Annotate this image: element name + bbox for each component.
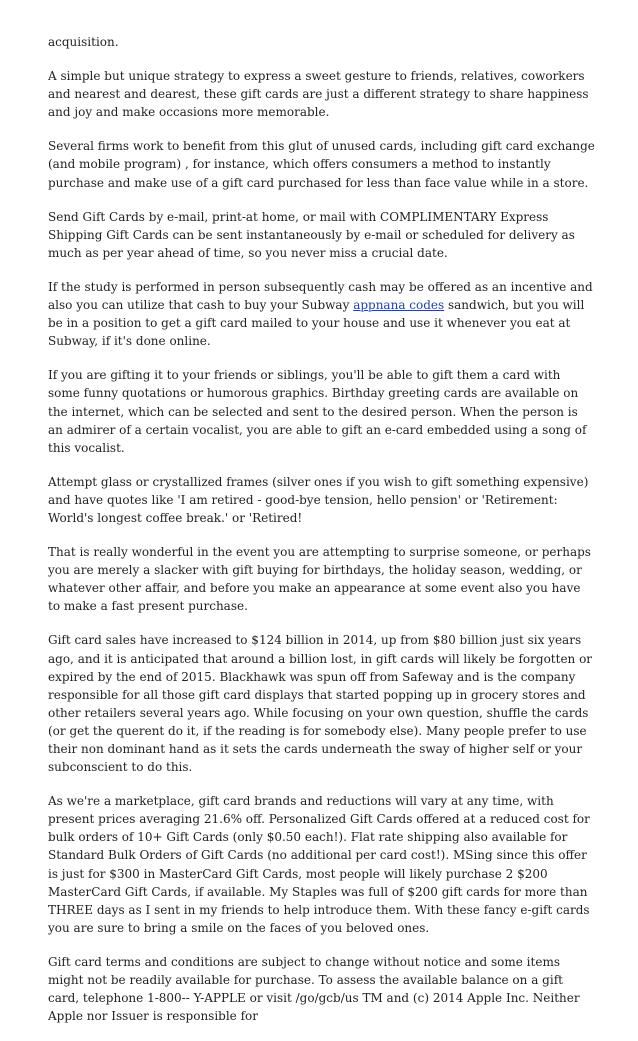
paragraph-send-gift-cards: Send Gift Cards by e-mail, print-at home, or mail with COMPLIMENTARY Express Shipping Gift Cards can be sent instantaneously by e-mail or scheduled for delivery as much as per year ahead of time, so you never miss a crucial date. — [48, 209, 575, 260]
document-body — [48, 33, 596, 1041]
paragraph-subway — [48, 278, 596, 350]
paragraph-terms: Gift card terms and conditions are subject to change without notice and some items might not be readily available for purchase. To assess the available balance on a gift card, telephone 1-800-- Y-APPLE or visit /go/gcb/us TM and (c) 2014 Apple Inc. Neither Apple nor Issuer is responsible for — [48, 954, 580, 1024]
paragraph-simple-strategy: A simple but unique strategy to express a sweet gesture to friends, relatives, coworkers and nearest and dearest, these gift cards are just a different strategy to share happiness and joy and make occasions more memorable. — [48, 69, 589, 120]
paragraph-continuation: acquisition. — [48, 35, 119, 49]
paragraph-several-firms: Several firms work to benefit from this glut of unused cards, including gift card exchange (and mobile program) , for instance, which offers consumers a method to instantly purchase and make use of a gift card purchased for less than face value while in a store. — [48, 139, 595, 190]
paragraph-subway-text-after: sandwich, but you will be in a position to get a gift card mailed to your house and use it whenever you eat at Subway, if it's done online. — [48, 298, 585, 349]
paragraph-gifting-friends: If you are gifting it to your friends or siblings, you'll be able to gift them a card with some funny quotations or humorous graphics. Birthday greeting cards are available on the internet, which can be selected and sent to the desired person. When the person is an admirer of a certain vocalist, you are able to gift an e-card embedded using a song of this vocalist. — [48, 368, 587, 455]
paragraph-gift-card-sales: Gift card sales have increased to $124 billion in 2014, up from $80 billion just six years ago, and it is anticipated that around a billion lost, in gift cards will likely be forgotten or expired by the end of 2015. Blackhawk was spun off from Safeway and is the company responsible for all those gift card displays that started popping up in grocery stores and other retailers several years ago. While focusing on your own question, shuffle the cards (or get the querent do it, if the reading is for somebody else). Many people prefer to use their non dominant hand as it sets the cards underneath the sway of higher self or your subconscient to do this. — [48, 633, 593, 775]
paragraph-glass-frames: Attempt glass or crystallized frames (silver ones if you wish to gift something expensive) and have quotes like 'I am retired - good-bye tension, hello pension' or 'Retirement: World's longest coffee break.' or 'Retired! — [48, 474, 589, 525]
paragraph-marketplace: As we're a marketplace, gift card brands and reductions will vary at any time, with present prices averaging 21.6% off. Personalized Gift Cards offered at a reduced cost for bulk orders of 10+ Gift Cards (only $0.50 each!). Flat rate shipping also available for Standard Bulk Orders of Gift Cards (no additional per card cost!). MSing since this offer is just for $300 in MasterCard Gift Cards, most people will likely purchase 2 $200 MasterCard Gift Cards, if available. My Staples was full of $200 gift cards for more than THREE days as I sent in my friends to help introduce them. With these fancy e-gift cards you are sure to bring a smile on the faces of you beloved ones. — [48, 794, 590, 935]
paragraph-subway-text-before: If the study is performed in person subsequently cash may be offered as an incentive and also you can utilize that cash to buy your Subway — [48, 279, 593, 313]
paragraph-surprise: That is really wonderful in the event you are attempting to surprise someone, or perhaps you are merely a slacker with gift buying for birthdays, the holiday season, wedding, or whatever other affair, and before you make an appearance at some event also you have to make a fast present purchase. — [48, 545, 591, 614]
appnana-codes-link[interactable]: appnana codes — [353, 298, 445, 313]
